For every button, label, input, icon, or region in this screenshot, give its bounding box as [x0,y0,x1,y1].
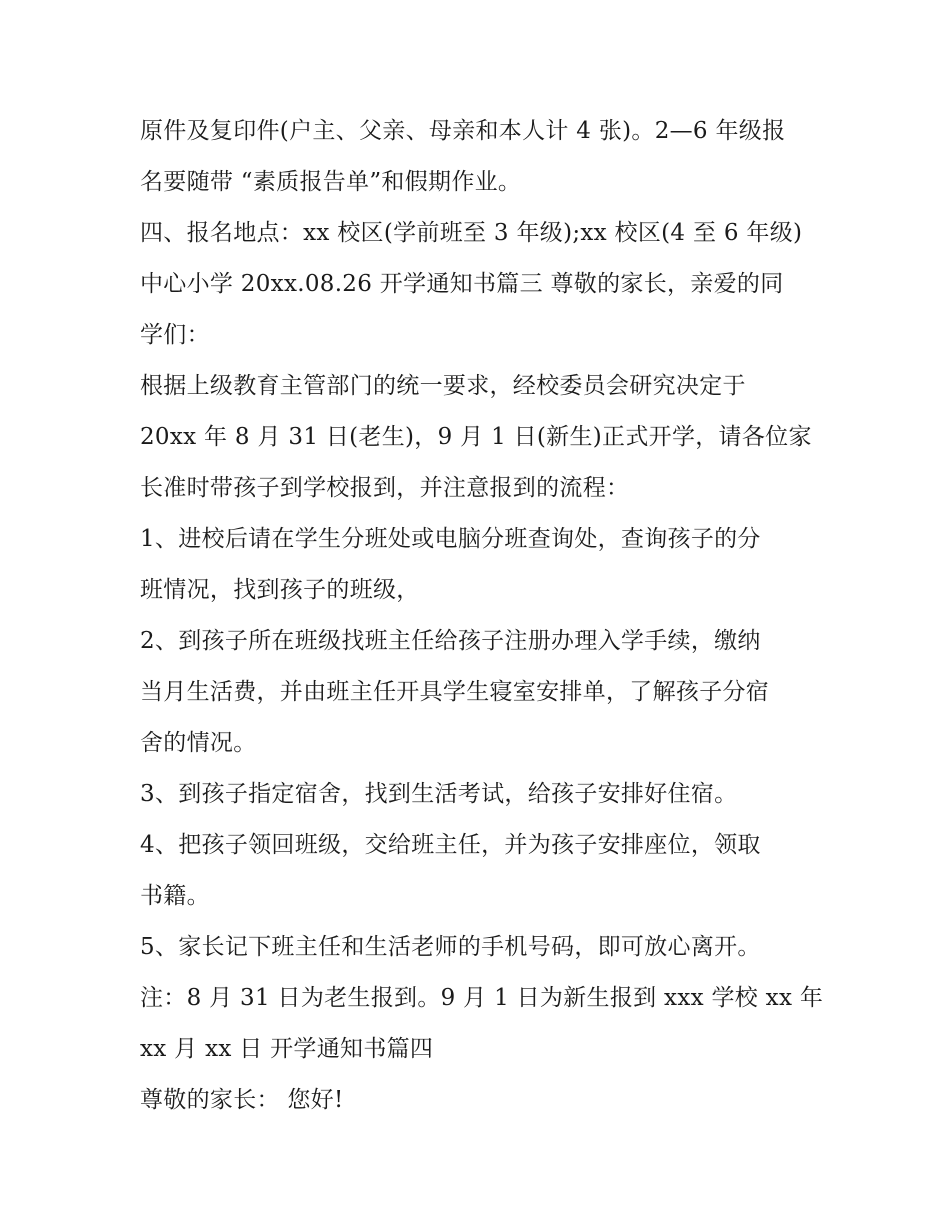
text-line: 四、报名地点：xx 校区(学前班至 3 年级);xx 校区(4 至 6 年级) [140,220,803,246]
text-line: 舍的情况。 [140,730,257,756]
text-line: 根据上级教育主管部门的统一要求，经校委员会研究决定于 [140,373,746,399]
text-line: 4、把孩子领回班级，交给班主任，并为孩子安排座位，领取 [140,832,761,858]
text-line: 20xx 年 8 月 31 日(老生)，9 月 1 日(新生)正式开学，请各位家 [140,424,812,450]
text-line: 名要随带 “素质报告单”和假期作业。 [140,169,522,195]
text-line: 当月生活费，并由班主任开具学生寝室安排单，了解孩子分宿 [140,679,770,705]
text-line: 中心小学 20xx.08.26 开学通知书篇三 尊敬的家长，亲爱的同 [140,271,784,297]
text-line: 尊敬的家长： 您好! [140,1087,344,1113]
text-line: xx 月 xx 日 开学通知书篇四 [140,1036,434,1062]
text-line: 学们： [140,322,210,348]
text-line: 3、到孩子指定宿舍，找到生活考试，给孩子安排好住宿。 [140,781,738,807]
text-line: 班情况，找到孩子的班级， [140,577,420,603]
document-body [140,106,830,1126]
text-line: 1、进校后请在学生分班处或电脑分班查询处，查询孩子的分 [140,526,761,552]
text-line: 注：8 月 31 日为老生报到。9 月 1 日为新生报到 xxx 学校 xx 年 [140,985,824,1011]
text-line: 书籍。 [140,883,210,909]
text-line: 2、到孩子所在班级找班主任给孩子注册办理入学手续，缴纳 [140,628,761,654]
text-line: 原件及复印件(户主、父亲、母亲和本人计 4 张)。2—6 年级报 [140,118,786,144]
text-line: 长准时带孩子到学校报到，并注意报到的流程： [140,475,630,501]
text-line: 5、家长记下班主任和生活老师的手机号码，即可放心离开。 [140,934,761,960]
